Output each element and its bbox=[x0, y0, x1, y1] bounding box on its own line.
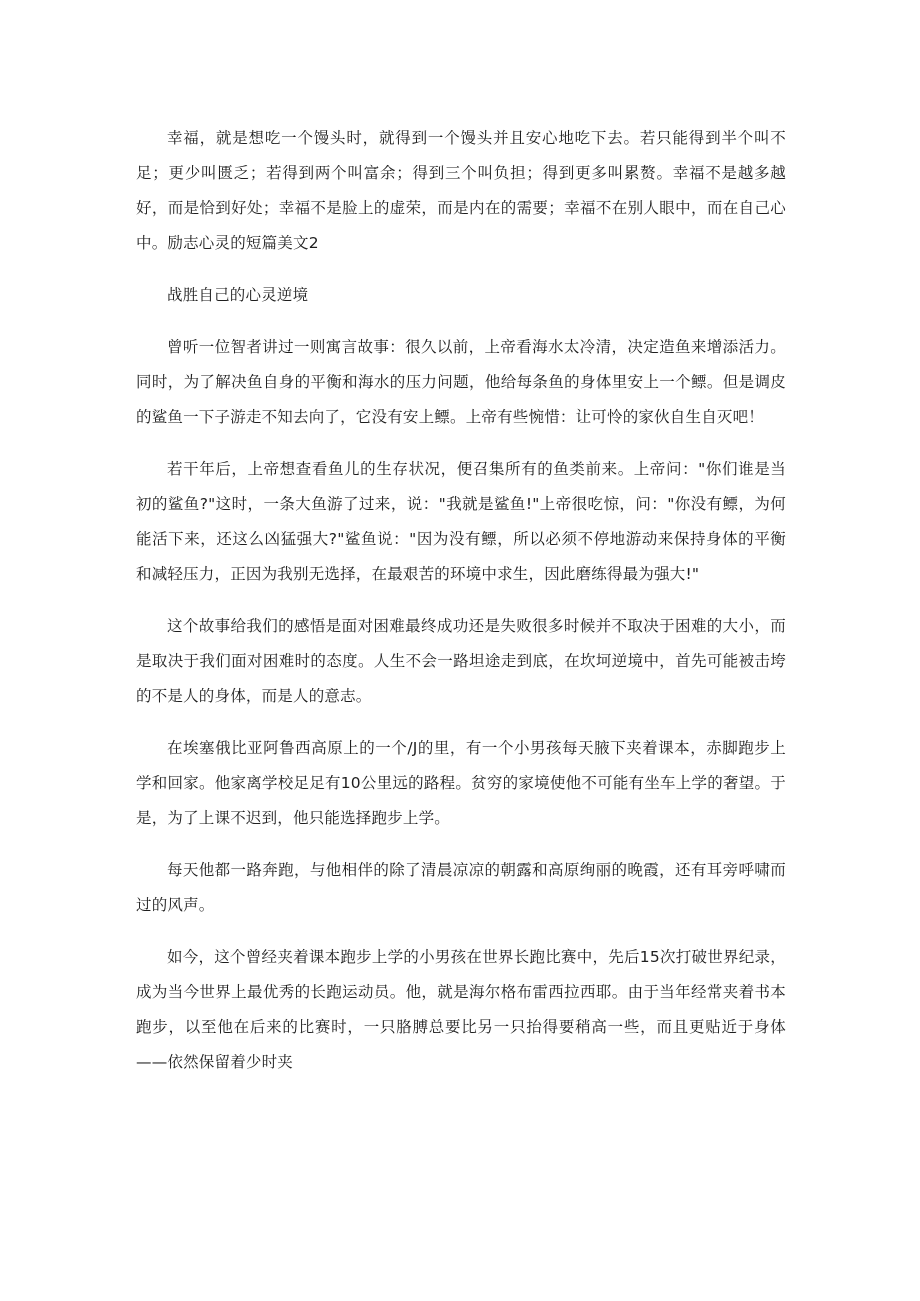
article-body bbox=[136, 121, 786, 1097]
paragraph-ethiopia-boy: 在埃塞俄比亚阿鲁西高原上的一个/J的里，有一个小男孩每天腋下夹着课本，赤脚跑步上学和回家。他家离学校足足有10公里远的路程。贫穷的家境使他不可能有坐车上学的奢望。于是，为了上课不迟到，他只能选择跑步上学。 bbox=[136, 739, 786, 827]
paragraph-lesson: 这个故事给我们的感悟是面对困难最终成功还是失败很多时候并不取决于困难的大小，而是取决于我们面对困难时的态度。人生不会一路坦途走到底，在坎坷逆境中，首先可能被击垮的不是人的身体，而是人的意志。 bbox=[136, 617, 786, 705]
section-heading: 战胜自己的心灵逆境 bbox=[167, 286, 309, 304]
paragraph-gebrselassie: 如今，这个曾经夹着课本跑步上学的小男孩在世界长跑比赛中，先后15次打破世界纪录，成为当今世界上最优秀的长跑运动员。他，就是海尔格布雷西拉西耶。由于当年经常夹着书本跑步，以至他在后来的比赛时，一只胳膊总要比另一只抬得要稍高一些，而且更贴近于身体——依然保留着少时夹 bbox=[136, 948, 786, 1071]
paragraph-fable-intro: 曾听一位智者讲过一则寓言故事：很久以前，上帝看海水太冷清，决定造鱼来增添活力。同时，为了解决鱼自身的平衡和海水的压力问题，他给每条鱼的身体里安上一个鳔。但是调皮的鲨鱼一下子游走不知去向了，它没有安上鳔。上帝有些惋惜：让可怜的家伙自生自灭吧！ bbox=[136, 338, 786, 426]
paragraph-happiness: 幸福，就是想吃一个馒头时，就得到一个馒头并且安心地吃下去。若只能得到半个叫不足；更少叫匮乏；若得到两个叫富余；得到三个叫负担；得到更多叫累赘。幸福不是越多越好，而是恰到好处；幸福不是脸上的虚荣，而是内在的需要；幸福不在别人眼中，而在自己心中。励志心灵的短篇美文2 bbox=[136, 129, 786, 252]
paragraph-running-daily: 每天他都一路奔跑，与他相伴的除了清晨凉凉的朝露和高原绚丽的晚霞，还有耳旁呼啸而过的风声。 bbox=[136, 861, 786, 914]
paragraph-shark-dialogue: 若干年后，上帝想查看鱼儿的生存状况，便召集所有的鱼类前来。上帝问："你们谁是当初的鲨鱼?"这时，一条大鱼游了过来，说："我就是鲨鱼!"上帝很吃惊，问："你没有鳔，为何能活下来，还这么凶猛强大?"鲨鱼说："因为没有鳔，所以必须不停地游动来保持身体的平衡和减轻压力，正因为我别无选择，在最艰苦的环境中求生，因此磨练得最为强大!" bbox=[136, 460, 786, 583]
